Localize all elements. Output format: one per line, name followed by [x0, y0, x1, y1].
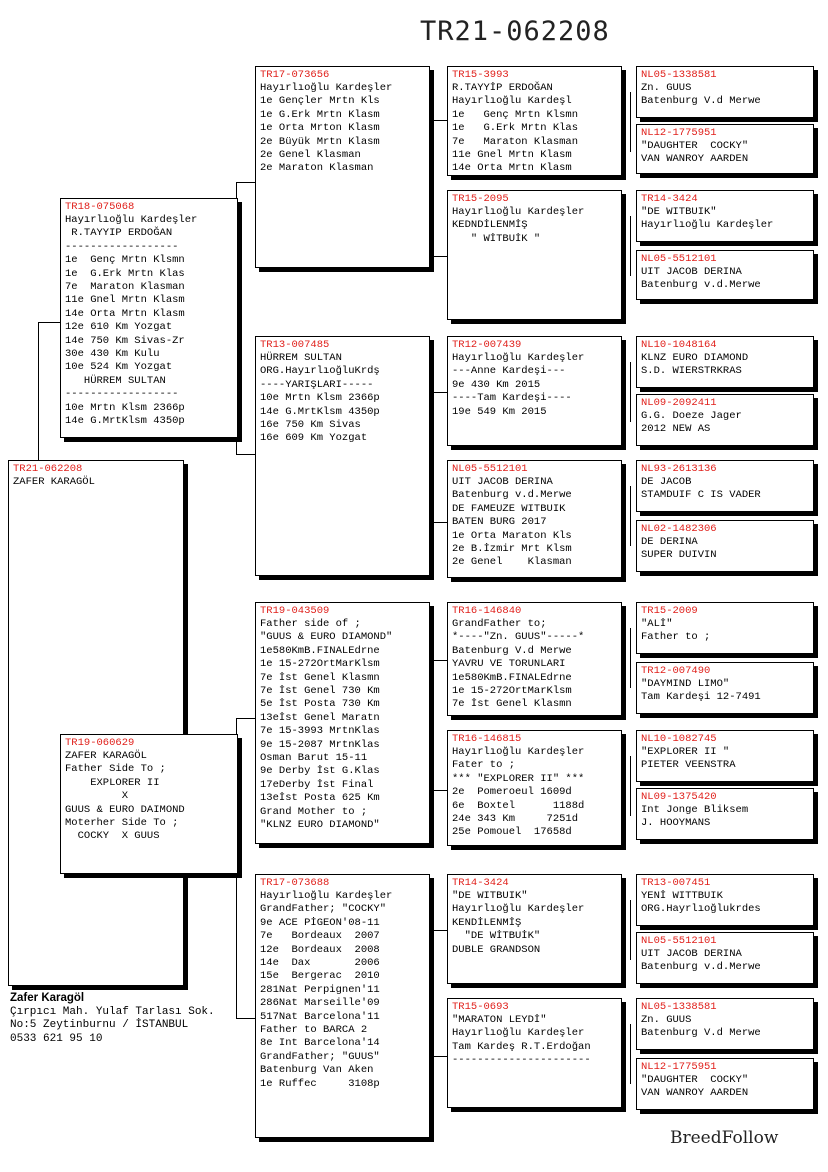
- pedigree-line: BATEN BURG 2017: [452, 516, 547, 529]
- pedigree-line: Zn. GUUS: [641, 82, 692, 94]
- connector-line: [630, 628, 631, 688]
- connector-line: [433, 790, 447, 791]
- pedigree-line: 2e Genel Klasman: [452, 556, 572, 569]
- pedigree-line: Hayırlıoğlu Kardeşler: [641, 219, 774, 232]
- pedigree-line: Father to ;: [641, 631, 711, 644]
- pedigree-line: 12e 610 Km Yozgat: [65, 321, 173, 334]
- pedigree-line: J. HOOYMANS: [641, 817, 711, 830]
- owner-address-line: No:5 Zeytinburnu / İSTANBUL: [10, 1019, 189, 1031]
- pedigree-line: 1e580KmB.FINALEdrne: [260, 644, 380, 657]
- pedigree-line: Hayırlıoğlu Kardeşler: [260, 890, 393, 902]
- ring-number: NL93-2613136: [641, 463, 717, 475]
- pedigree-line: R.TAYYIP ERDOĞAN: [65, 227, 173, 240]
- pedigree-line: 7e Maraton Klasman: [452, 135, 579, 148]
- pedigree-line: 2e B.İzmir Mrt Klsm: [452, 543, 572, 556]
- pedigree-box-g2: [636, 124, 814, 174]
- pedigree-line: Batenburg V.d Merwe: [641, 1027, 761, 1040]
- pedigree-title: TR21-062208: [420, 16, 610, 47]
- connector-line: [630, 216, 631, 276]
- pedigree-line: Hayırlıoğlu Kardeşl: [452, 95, 572, 108]
- pedigree-line: Zn. GUUS: [641, 1014, 692, 1026]
- pedigree-line: 15e Bergerac 2010: [260, 970, 380, 983]
- connector-line: [630, 756, 631, 816]
- pedigree-line: ------------------: [65, 388, 179, 401]
- pedigree-line: 1e Orta Mrton Klasm: [260, 122, 380, 135]
- connector-line: [236, 718, 255, 719]
- pedigree-line: "MARATON LEYDİ": [452, 1014, 547, 1026]
- pedigree-box-g11: [636, 730, 814, 782]
- pedigree-line: 6e Boxtel 1188d: [452, 799, 585, 812]
- pedigree-line: 1e G.Erk Mrtn Klas: [452, 122, 579, 135]
- pedigree-line: Hayırlıoğlu Kardeşler: [452, 352, 585, 364]
- pedigree-line: 1e Orta Maraton Kls: [452, 529, 572, 542]
- pedigree-line: 8e Int Barcelona'14: [260, 1037, 380, 1050]
- pedigree-line: 14e G.MrtKlsm 4350p: [65, 415, 185, 428]
- pedigree-line: YAVRU VE TORUNLARI: [452, 658, 566, 671]
- pedigree-line: Tam Kardeş R.T.Erdoğan: [452, 1040, 591, 1053]
- connector-line: [630, 486, 631, 546]
- pedigree-line: 13eİst Genel Maratn: [260, 711, 380, 724]
- pedigree-box-g6: [636, 394, 814, 446]
- pedigree-line: Batenburg V.d Merwe: [641, 95, 761, 108]
- pedigree-box-g7: [636, 460, 814, 512]
- owner-phone: 0533 621 95 10: [10, 1032, 103, 1045]
- pedigree-line: "DE WİTBUİK": [452, 930, 541, 943]
- pedigree-line: Father to BARCA 2: [260, 1024, 368, 1037]
- pedigree-line: 1e Ruffec 3108p: [260, 1077, 380, 1090]
- connector-line: [433, 1056, 447, 1057]
- pedigree-line: 9e 15-2087 MrtnKlas: [260, 738, 380, 751]
- ring-number: TR15-3993: [452, 69, 509, 81]
- pedigree-box-g10: [636, 662, 814, 714]
- pedigree-line: 1e 15-272OrtMarKlsm: [452, 685, 572, 698]
- connector-line: [236, 454, 255, 455]
- ring-number: NL05-5512101: [641, 935, 717, 947]
- pedigree-line: 10e 524 Km Yozgat: [65, 361, 173, 374]
- pedigree-line: DUBLE GRANDSON: [452, 943, 541, 956]
- pedigree-box-sds: [447, 336, 622, 446]
- pedigree-line: ------------------: [65, 240, 179, 253]
- connector-line: [630, 362, 631, 422]
- pedigree-line: DE FAMEUZE WITBUIK: [452, 502, 566, 515]
- pedigree-line: ----YARIŞLARI-----: [260, 378, 374, 391]
- pedigree-box-g5: [636, 336, 814, 388]
- ring-number: TR19-060629: [65, 737, 135, 749]
- pedigree-line: 1e 15-272OrtMarKlsm: [260, 658, 380, 671]
- pedigree-line: 14e Orta Mrtn Klasm: [65, 307, 185, 320]
- connector-line: [433, 930, 434, 1056]
- owner-address-line: Çırpıcı Mah. Yulaf Tarlası Sok.: [10, 1005, 215, 1018]
- pedigree-line: GUUS & EURO DAIMOND: [65, 803, 185, 816]
- pedigree-line: 14e 750 Km Sivas-Zr: [65, 334, 185, 347]
- pedigree-line: 2e Büyük Mrtn Klasm: [260, 135, 380, 148]
- pedigree-line: 517Nat Barcelona'11: [260, 1010, 380, 1023]
- ring-number: TR18-075068: [65, 201, 135, 213]
- pedigree-box-g13: [636, 874, 814, 926]
- pedigree-line: UIT JACOB DERINA: [641, 266, 742, 278]
- pedigree-line: Hayırlıoğlu Kardeşler: [452, 1027, 585, 1040]
- pedigree-line: G.G. Doeze Jager: [641, 410, 742, 422]
- pedigree-line: 10e Mrtn Klsm 2366p: [260, 392, 380, 405]
- connector-line: [433, 660, 434, 790]
- pedigree-line: 9e ACE PİGEON'08-11: [260, 916, 380, 929]
- pedigree-line: DE JACOB: [641, 476, 692, 488]
- pedigree-box-g4: [636, 250, 814, 300]
- ring-number: TR15-2009: [641, 605, 698, 617]
- ring-number: TR14-3424: [641, 193, 698, 205]
- pedigree-line: UIT JACOB DERINA: [641, 948, 742, 960]
- pedigree-box-g8: [636, 520, 814, 572]
- pedigree-line: "EXPLORER II ": [641, 746, 730, 758]
- ring-number: TR19-043509: [260, 605, 330, 617]
- connector-line: [38, 322, 60, 323]
- pedigree-line: Hayırlıoğlu Kardeşler: [260, 82, 393, 94]
- ring-number: TR13-007485: [260, 339, 330, 351]
- pedigree-line: 7e 15-3993 MrtnKlas: [260, 725, 380, 738]
- ring-number: TR13-007451: [641, 877, 711, 889]
- pedigree-line: 1e Gençler Mrtn Kls: [260, 95, 380, 108]
- pedigree-line: SUPER DUIVIN: [641, 549, 717, 562]
- pedigree-box-g12: [636, 788, 814, 840]
- pedigree-line: PIETER VEENSTRA: [641, 759, 736, 772]
- ring-number: TR12-007439: [452, 339, 522, 351]
- pedigree-line: "ALİ": [641, 618, 673, 630]
- ring-number: TR15-0693: [452, 1001, 509, 1013]
- pedigree-box-dds: [447, 874, 622, 984]
- ring-number: TR17-073688: [260, 877, 330, 889]
- ring-number: NL09-1375420: [641, 791, 717, 803]
- connector-line: [433, 120, 447, 121]
- pedigree-box-g3: [636, 190, 814, 242]
- pedigree-box-g14: [636, 932, 814, 984]
- pedigree-line: 1e G.Erk Mrtn Klas: [65, 267, 185, 280]
- pedigree-box-sss: [447, 66, 622, 176]
- ring-number: NL12-1775951: [641, 1061, 717, 1073]
- pedigree-box-subject: [8, 460, 184, 986]
- pedigree-line: 24e 343 Km 7251d: [452, 813, 579, 826]
- ring-number: NL12-1775951: [641, 127, 717, 139]
- pedigree-line: 7e İst Genel 730 Km: [260, 685, 380, 698]
- brand-logo: BreedFollow: [670, 1128, 779, 1148]
- pedigree-line: ORG.HayırlıoğluKrdş: [260, 365, 380, 378]
- pedigree-line: KEDNDİLENMİŞ: [452, 219, 528, 232]
- pedigree-line: 7e Maraton Klasman: [65, 281, 185, 294]
- pedigree-line: STAMDUIF C IS VADER: [641, 489, 761, 502]
- connector-line: [630, 900, 631, 960]
- pedigree-line: Moterher Side To ;: [65, 817, 179, 830]
- pedigree-line: X: [65, 790, 129, 803]
- connector-line: [433, 392, 447, 393]
- pedigree-line: 16e 750 Km Sivas: [260, 419, 361, 432]
- ring-number: NL09-2092411: [641, 397, 717, 409]
- pedigree-line: 1e580KmB.FINALEdrne: [452, 671, 572, 684]
- pedigree-line: Father Side To ;: [65, 763, 166, 776]
- pedigree-box-g1: [636, 66, 814, 118]
- pedigree-box-ds: [255, 602, 430, 844]
- ring-number: NL10-1048164: [641, 339, 717, 351]
- ring-number: TR14-3424: [452, 877, 509, 889]
- pedigree-line: ----Tam Kardeşi----: [452, 392, 572, 405]
- connector-line: [433, 660, 447, 661]
- ring-number: TR16-146815: [452, 733, 522, 745]
- pedigree-line: GrandFather; "COCKY": [260, 903, 387, 916]
- pedigree-line: 286Nat Marseille'09: [260, 997, 380, 1010]
- ring-number: NL05-5512101: [641, 253, 717, 265]
- ring-number: NL02-1482306: [641, 523, 717, 535]
- pedigree-line: 2e Maraton Klasman: [260, 162, 374, 175]
- connector-line: [630, 1024, 631, 1084]
- pedigree-box-sd: [255, 336, 430, 576]
- pedigree-line: 14e Orta Mrtn Klasm: [452, 162, 572, 175]
- pedigree-line: 7e İst Genel Klasmn: [452, 698, 572, 711]
- pedigree-line: HÜRREM SULTAN: [65, 374, 166, 387]
- pedigree-line: Father side of ;: [260, 618, 361, 630]
- pedigree-line: VAN WANROY AARDEN: [641, 153, 749, 166]
- pedigree-line: Batenburg Van Aken: [260, 1064, 374, 1077]
- pedigree-line: ---Anne Kardeşi---: [452, 365, 566, 378]
- ring-number: TR16-146840: [452, 605, 522, 617]
- connector-line: [236, 1018, 255, 1019]
- pedigree-line: ORG.Hayrlıoğlukrdes: [641, 903, 761, 916]
- pedigree-line: Osman Barut 15-11: [260, 752, 368, 765]
- pedigree-line: COCKY X GUUS: [65, 830, 160, 843]
- pedigree-line: HÜRREM SULTAN: [260, 352, 342, 364]
- pedigree-line: 30e 430 Km Kulu: [65, 348, 160, 361]
- pedigree-line: Hayırlıoğlu Kardeşler: [65, 214, 198, 226]
- pedigree-line: DE DERINA: [641, 536, 698, 548]
- pedigree-line: 14e G.MrtKlsm 4350p: [260, 405, 380, 418]
- pedigree-line: KENDİLENMİŞ: [452, 916, 522, 929]
- pedigree-line: 12e Bordeaux 2008: [260, 943, 380, 956]
- pedigree-line: Hayırlıoğlu Kardeşler: [452, 206, 585, 218]
- pedigree-line: Batenburg v.d.Merwe: [641, 279, 761, 292]
- ring-number: TR21-062208: [13, 463, 83, 475]
- pedigree-line: 9e Derby İst G.Klas: [260, 765, 380, 778]
- pedigree-line: ZAFER KARAGÖL: [65, 750, 147, 762]
- pedigree-line: 1e Genç Mrtn Klsmn: [65, 254, 185, 267]
- owner-name: Zafer Karagöl: [10, 992, 85, 1004]
- pedigree-line: 11e Gnel Mrtn Klasm: [65, 294, 185, 307]
- pedigree-line: KLNZ EURO DIAMOND: [641, 352, 749, 364]
- connector-line: [433, 522, 447, 523]
- pedigree-line: " WİTBUİK ": [452, 232, 541, 245]
- pedigree-box-g16: [636, 1058, 814, 1110]
- pedigree-line: GrandFather; "GUUS": [260, 1050, 380, 1063]
- ring-number: NL05-1338581: [641, 69, 717, 81]
- pedigree-box-dam: [60, 734, 238, 874]
- pedigree-box-dss: [447, 602, 622, 716]
- pedigree-line: 17eDerby İst Final: [260, 778, 374, 791]
- connector-line: [630, 92, 631, 152]
- ring-number: TR12-007490: [641, 665, 711, 677]
- pedigree-box-sdd: [447, 460, 622, 578]
- pedigree-line: 5e İst Posta 730 Km: [260, 698, 380, 711]
- pedigree-line: "DAUGHTER COCKY": [641, 1074, 749, 1086]
- pedigree-line: "KLNZ EURO DIAMOND": [260, 819, 380, 832]
- pedigree-line: Batenburg v.d.Merwe: [641, 961, 761, 974]
- owner-info: [10, 992, 215, 1046]
- pedigree-line: "DAUGHTER COCKY": [641, 140, 749, 152]
- pedigree-line: 7e İst Genel Klasmn: [260, 671, 380, 684]
- pedigree-line: 11e Gnel Mrtn Klasm: [452, 149, 572, 162]
- pedigree-line: 2012 NEW AS: [641, 423, 711, 436]
- pedigree-line: UIT JACOB DERINA: [452, 476, 553, 488]
- ring-number: NL10-1082745: [641, 733, 717, 745]
- pedigree-line: 2e Pomeroeul 1609d: [452, 786, 572, 799]
- pedigree-line: 19e 549 Km 2015: [452, 405, 547, 418]
- pedigree-line: 281Nat Perpignen'11: [260, 983, 380, 996]
- pedigree-line: 7e Bordeaux 2007: [260, 930, 380, 943]
- pedigree-line: 1e Genç Mrtn Klsmn: [452, 108, 579, 121]
- pedigree-line: R.TAYYİP ERDOĞAN: [452, 82, 553, 94]
- pedigree-box-dd: [255, 874, 430, 1138]
- pedigree-box-ddd: [447, 998, 622, 1108]
- pedigree-line: 25e Pomouel 17658d: [452, 826, 572, 839]
- pedigree-line: 10e Mrtn Klsm 2366p: [65, 401, 185, 414]
- pedigree-line: 14e Dax 2006: [260, 957, 380, 970]
- connector-line: [433, 256, 447, 257]
- pedigree-line: 9e 430 Km 2015: [452, 378, 541, 391]
- pedigree-line: "DAYMIND LIMO": [641, 678, 730, 690]
- pedigree-line: 2e Genel Klasman: [260, 149, 361, 162]
- ring-number: TR15-2095: [452, 193, 509, 205]
- pedigree-line: ----------------------: [452, 1054, 591, 1067]
- connector-line: [38, 322, 39, 460]
- pedigree-box-sire: [60, 198, 238, 438]
- pedigree-line: EXPLORER II: [65, 776, 160, 789]
- pedigree-line: "DE WITBUIK": [641, 206, 717, 218]
- connector-line: [433, 120, 434, 256]
- pedigree-box-ssd: [447, 190, 622, 320]
- connector-line: [433, 392, 434, 522]
- pedigree-box-g15: [636, 998, 814, 1050]
- pedigree-line: Batenburg v.d.Merwe: [452, 489, 572, 502]
- pedigree-line: Int Jonge Bliksem: [641, 804, 749, 816]
- connector-line: [433, 930, 447, 931]
- pedigree-line: Hayırlıoğlu Kardeşler: [452, 746, 585, 758]
- pedigree-box-ss: [255, 66, 430, 268]
- pedigree-box-g9: [636, 602, 814, 654]
- pedigree-line: YENİ WITTBUIK: [641, 890, 723, 902]
- pedigree-line: VAN WANROY AARDEN: [641, 1087, 749, 1100]
- pedigree-line: Fater to ;: [452, 759, 516, 772]
- pedigree-line: 1e G.Erk Mrtn Klasm: [260, 108, 380, 121]
- pedigree-line: S.D. WIERSTRKRAS: [641, 365, 742, 378]
- pedigree-line: GrandFather to;: [452, 618, 547, 630]
- pedigree-line: "DE WITBUIK": [452, 890, 528, 902]
- pedigree-line: *** "EXPLORER II" ***: [452, 772, 585, 785]
- pedigree-line: Grand Mother to ;: [260, 805, 368, 818]
- pedigree-line: *----"Zn. GUUS"-----*: [452, 631, 585, 644]
- pedigree-line: 13eİst Posta 625 Km: [260, 792, 380, 805]
- pedigree-line: Batenburg V.d Merwe: [452, 644, 572, 657]
- pedigree-line: Hayırlıoğlu Kardeşler: [452, 903, 585, 916]
- ring-number: NL05-5512101: [452, 463, 528, 475]
- pedigree-line: 16e 609 Km Yozgat: [260, 432, 368, 445]
- pedigree-line: "GUUS & EURO DIAMOND": [260, 631, 393, 644]
- connector-line: [236, 182, 255, 183]
- pedigree-line: ZAFER KARAGÖL: [13, 476, 95, 488]
- pedigree-line: Tam Kardeşi 12-7491: [641, 691, 761, 704]
- pedigree-box-dsd: [447, 730, 622, 846]
- ring-number: TR17-073656: [260, 69, 330, 81]
- ring-number: NL05-1338581: [641, 1001, 717, 1013]
